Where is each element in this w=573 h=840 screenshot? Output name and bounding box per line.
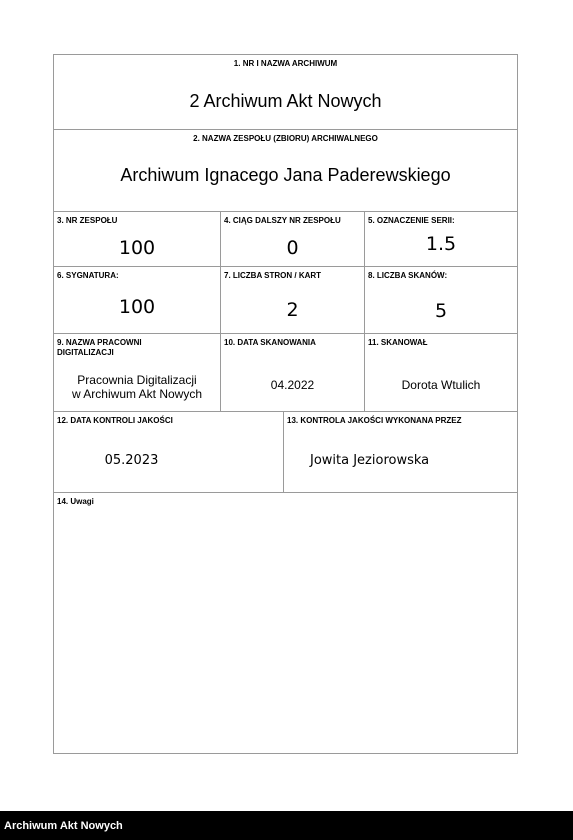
- series-label: 5. OZNACZENIE SERII:: [368, 216, 455, 225]
- fonds-continuation-label: 4. CIĄG DALSZY NR ZESPOŁU: [224, 216, 341, 225]
- scan-date-value: 04.2022: [270, 378, 315, 392]
- scan-count-value: 5: [434, 300, 448, 322]
- scan-date-label: 10. DATA SKANOWANIA: [224, 338, 316, 347]
- scan-count-field: [365, 267, 517, 334]
- digitization-lab-value: Pracownia Digitalizacji w Archiwum Akt Nowych: [71, 373, 203, 401]
- qc-by-label: 13. KONTROLA JAKOŚCI WYKONANA PRZEZ: [287, 416, 462, 425]
- qc-by-value: Jowita Jeziorowska: [310, 453, 430, 468]
- scanned-by-field: [365, 334, 517, 412]
- scan-date-field: [221, 334, 365, 412]
- digitization-lab-field: [54, 334, 221, 412]
- archive-name-label: 1. NR I NAZWA ARCHIWUM: [233, 59, 338, 68]
- fonds-number-value: 100: [118, 237, 156, 259]
- scan-count-label: 8. LICZBA SKANÓW:: [368, 271, 448, 280]
- page-count-label: 7. LICZBA STRON / KART: [224, 271, 322, 280]
- fonds-name-label: 2. NAZWA ZESPOŁU (ZBIORU) ARCHIWALNEGO: [193, 134, 378, 143]
- signature-field: [54, 267, 221, 334]
- scanned-by-value: Dorota Wtulich: [401, 378, 481, 392]
- series-field: [365, 212, 517, 267]
- page-count-value: 2: [286, 299, 299, 321]
- qc-date-value: 05.2023: [104, 453, 159, 468]
- page-count-field: [221, 267, 365, 334]
- scanned-by-label: 11. SKANOWAŁ: [368, 338, 428, 347]
- signature-label: 6. SYGNATURA:: [57, 271, 119, 280]
- fonds-name-field: [54, 130, 517, 212]
- fonds-number-field: [54, 212, 221, 267]
- footer-bar: [0, 811, 573, 840]
- fonds-continuation-value: 0: [286, 237, 299, 259]
- qc-date-field: [54, 412, 284, 493]
- remarks-label: 14. Uwagi: [57, 497, 94, 506]
- digitization-lab-label: 9. NAZWA PRACOWNI DIGITALIZACJI: [57, 338, 142, 357]
- archive-name-value: 2 Archiwum Akt Nowych: [189, 91, 382, 111]
- fonds-continuation-field: [221, 212, 365, 267]
- fonds-name-value: Archiwum Ignacego Jana Paderewskiego: [120, 165, 451, 185]
- scan-metadata-form: [53, 54, 518, 754]
- remarks-field: [54, 493, 517, 753]
- qc-by-field: [284, 412, 517, 493]
- fonds-number-label: 3. NR ZESPOŁU: [57, 216, 118, 225]
- archive-name-field: [54, 55, 517, 130]
- qc-date-label: 12. DATA KONTROLI JAKOŚCI: [57, 416, 173, 425]
- series-value: 1.5: [425, 233, 457, 255]
- signature-value: 100: [118, 296, 156, 318]
- footer-text: Archiwum Akt Nowych: [4, 820, 123, 832]
